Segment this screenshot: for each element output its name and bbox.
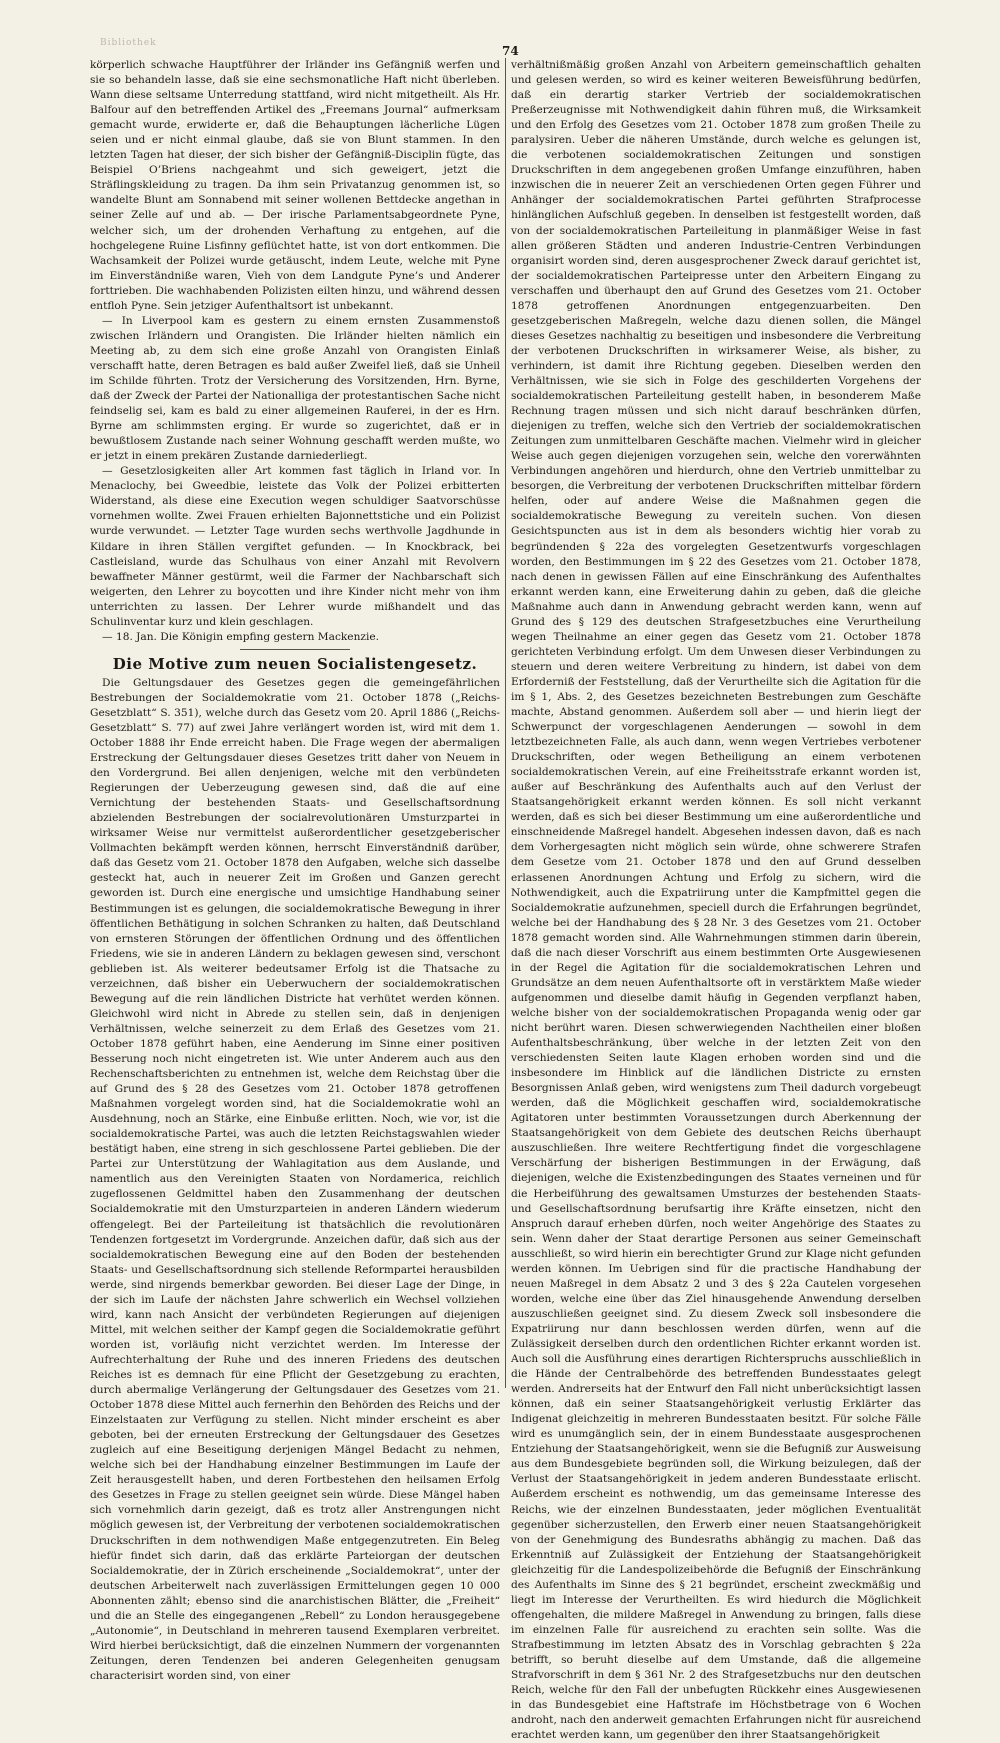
article-paragraph: Die Geltungsdauer des Gesetzes gegen die gemeingefährlichen Bestrebungen der Socialdemokratie vom 21. October 1878 („Reichs-Gesetzblatt“ S. 351), welche durch das Gesetz vom 20. April 1886 („Reichs-Gesetzblatt“ S. 77) auf zwei Jahre verlängert worden ist, wird mit dem 1. October 1888 ihr Ende erreicht haben. Die Frage wegen der abermaligen Erstreckung der Geltungsdauer dieses Gesetzes tritt daher von Neuem in den Vordergrund. Bei allen denjenigen, welche mit den verbündeten Regierungen der Ueberzeugung gewesen sind, daß die auf eine Vernichtung der bestehenden Staats- und Gesellschaftsordnung abzielenden Bestrebungen der socialrevolutionären Umsturzpartei in wirksamer Weise nur vermittelst außerordentlicher gesetzgeberischer Vollmachten bekämpft werden können, herrscht Einverständniß darüber, daß das Gesetz vom 21. October 1878 den Aufgaben, welche sich dasselbe gesteckt hat, auch in neuerer Zeit im Großen und Ganzen gerecht geworden ist. Durch eine energische und umsichtige Handhabung seiner Bestimmungen ist es gelungen, die socialdemokratische Bewegung in ihrer öffentlichen Bethätigung in solchen Schranken zu halten, daß Deutschland von ernsteren Störungen der öffentlichen Ordnung und des öffentlichen Friedens, wie sie in anderen Ländern zu beklagen gewesen sind, verschont geblieben ist. Als weiterer bedeutsamer Erfolg ist die Thatsache zu verzeichnen, daß bisher ein Ueberwuchern der socialdemokratischen Bewegung auf die rein ländlichen Districte hat verhütet werden können. Gleichwohl wird nicht in Abrede zu stellen sein, daß in denjenigen Verhältnissen, welche seinerzeit zu dem Erlaß des Gesetzes vom 21. October 1878 geführt haben, eine Aenderung im Sinne einer positiven Besserung noch nicht eingetreten ist. Wie unter Anderem auch aus den Rechenschaftsberichten zu entnehmen ist, welche dem Reichstag über die auf Grund des § 28 des Gesetzes vom 21. October 1878 getroffenen Maßnahmen vorgelegt worden sind, hat die Socialdemokratie wohl an Ausdehnung, noch an Stärke, eine Einbuße erlitten. Noch, wie vor, ist die socialdemokratische Partei, was auch die letzten Reichstagswahlen wieder bestätigt haben, eine streng in sich geschlossene Partei geblieben. Die der Partei zur Unterstützung der Wahlagitation aus dem Auslande, und namentlich aus den Vereinigten Staaten von Nordamerica, reichlich zugeflossenen Geldmittel haben den Zusammenhang der deutschen Socialdemokratie mit den Umsturzparteien in anderen Ländern wiederum offengelegt. Bei der Parteileitung ist thatsächlich die revolutionären Tendenzen fortgesetzt im Vordergrunde. Anzeichen dafür, daß sich aus der socialdemokratischen Bewegung eine auf den Boden der bestehenden Staats- und Gesellschaftsordnung sich stellende Reformpartei herausbilden werde, sind nirgends bemerkbar geworden. Bei dieser Lage der Dinge, in der sich im Laufe der nächsten Jahre schwerlich ein Wechsel vollziehen wird, kann nach Ansicht der verbündeten Regierungen auf diejenigen Mittel, mit welchen seither der Kampf gegen die Socialdemokratie geführt worden ist, vorläufig nicht verzichtet werden. Im Interesse der Aufrechterhaltung der Ruhe und des inneren Friedens des deutschen Reiches ist es demnach für eine Pflicht der Gesetzgebung zu erachten, durch abermalige Verlängerung der Geltungsdauer des Gesetzes vom 21. October 1878 diese Mittel auch fernerhin den Behörden des Reichs und der Einzelstaaten zur Verfügung zu stellen. Nicht minder erscheint es aber geboten, bei der erneuten Erstreckung der Geltungsdauer des Gesetzes zugleich auf eine Beseitigung derjenigen Mängel Bedacht zu nehmen, welche sich bei der Handhabung einzelner Bestimmungen im Laufe der Zeit herausgestellt haben, und deren Fortbestehen den heilsamen Erfolg des Gesetzes in Frage zu stellen geeignet sein würde. Diese Mängel haben sich vornehmlich darin gezeigt, daß es trotz aller Anstrengungen nicht möglich gewesen ist, der Verbreitung der verbotenen socialdemokratischen Druckschriften in dem nothwendigen Maße entgegenzutreten. Ein Beleg hiefür findet sich darin, daß das erklärte Parteiorgan der deutschen Socialdemokratie, der in Zürich erscheinende „Socialdemokrat“, unter der deutschen Arbeiterwelt nach zuverlässigen Ermittelungen gegen 10 000 Abonnenten zählt; ebenso sind die anarchistischen Blätter, die „Freiheit“ und die an Stelle des eingegangenen „Rebell“ zu London herausgegebene „Autonomie“, in Deutschland in mehreren tausend Exemplaren verbreitet. Wird hierbei berücksichtigt, daß die einzelnen Nummern der vorgenannten Zeitungen, deren Tendenzen bei anderen Gelegenheiten genugsam characterisirt worden sind, von einer [90, 676, 500, 1682]
page-number: 74 [502, 44, 519, 58]
article-paragraph: verhältnißmäßig großen Anzahl von Arbeitern gemeinschaftlich gehalten und gelesen werden, so wird es keiner weiteren Beweisführung bedürfen, daß ein derartig starker Vertrieb der socialdemokratischen Preßerzeugnisse mit Nothwendigkeit dahin führen muß, die Wirksamkeit und den Erfolg des Gesetzes vom 21. October 1878 zum großen Theile zu paralysiren. Ueber die näheren Umstände, durch welche es gelungen ist, die verbotenen socialdemokratischen Zeitungen und sonstigen Druckschriften in dem angegebenen großen Umfange einzuführen, haben inzwischen die in neuerer Zeit an verschiedenen Orten gegen Führer und Anhänger der socialdemokratischen Partei geführten Strafprocesse hinlänglichen Aufschluß gegeben. In denselben ist festgestellt worden, daß von der socialdemokratischen Parteileitung in planmäßiger Weise in fast allen größeren Städten und anderen Industrie-Centren Verbindungen organisirt worden sind, deren ausgesprochener Zweck darauf gerichtet ist, der socialdemokratischen Parteipresse unter den Arbeitern Eingang zu verschaffen und überhaupt den auf Grund des Gesetzes vom 21. October 1878 getroffenen Anordnungen entgegenzuarbeiten. Den gesetzgeberischen Maßregeln, welche dazu dienen sollen, die Mängel dieses Gesetzes nachhaltig zu beseitigen und insbesondere die Verbreitung der verbotenen Druckschriften in wirksamerer Weise, als bisher, zu verhindern, ist damit ihre Richtung gegeben. Dieselben werden den Verhältnissen, wie sie sich in Folge des geschilderten Vorgehens der socialdemokratischen Parteileitung gestellt haben, in besonderem Maße Rechnung tragen müssen und sich nicht darauf beschränken dürfen, diejenigen zu treffen, welche sich den Vertrieb der socialdemokratischen Zeitungen zum unmittelbaren Geschäfte machen. Vielmehr wird in gleicher Weise auch gegen diejenigen vorzugehen sein, welche den vorerwähnten Verbindungen angehören und hierdurch, ohne den Vertrieb unmittelbar zu besorgen, die Verbreitung der verbotenen Druckschriften mittelbar fördern helfen, oder auf andere Weise die Maßnahmen gegen die socialdemokratische Bewegung zu vereiteln suchen. Von diesen Gesichtspuncten aus ist in dem als besonders wichtig hier vorab zu begründenden § 22a des vorgelegten Gesetzentwurfs vorgeschlagen worden, den Bestimmungen im § 22 des Gesetzes vom 21. October 1878, nach denen in gewissen Fällen auf eine Einschränkung des Aufenthaltes erkannt werden kann, eine Erweiterung dahin zu geben, daß die gleiche Maßnahme auch dann in Anwendung gebracht werden kann, wenn auf Grund des § 129 des deutschen Strafgesetzbuches eine Verurtheilung wegen Theilnahme an einer gegen das Gesetz vom 21. October 1878 gerichteten Verbindung erfolgt. Um dem Unwesen dieser Verbindungen zu steuern und deren weitere Verbreitung zu hindern, ist dabei von dem Erforderniß der Feststellung, daß der Verurtheilte sich die Agitation für die im § 1, Abs. 2, des Gesetzes bezeichneten Bestrebungen zum Geschäfte machte, Abstand genommen. Außerdem soll aber — und hierin liegt der Schwerpunct der vorgeschlagenen Aenderungen — sowohl in dem letztbezeichneten Falle, als auch dann, wenn wegen Vertriebes verbotener Druckschriften, oder wegen Betheiligung an einem verbotenen socialdemokratischen Verein, auf eine Freiheitsstrafe erkannt worden ist, außer auf Beschränkung des Aufenthalts auch auf den Verlust der Staatsangehörigkeit erkannt werden können. Es soll nicht verkannt werden, daß es sich bei dieser Bestimmung um eine außerordentliche und einschneidende Maßregel handelt. Abgesehen indessen davon, daß es nach dem Vorhergesagten nicht möglich sein würde, ohne schwerere Strafen dem Gesetze vom 21. October 1878 und den auf Grund desselben erlassenen Anordnungen Achtung und Erfolg zu sichern, wird die Nothwendigkeit, auch die Expatriirung unter die Kampfmittel gegen die Socialdemokratie aufzunehmen, speciell durch die Erfahrungen begründet, welche bei der Handhabung des § 28 Nr. 3 des Gesetzes vom 21. October 1878 gemacht worden sind. Alle Wahrnehmungen stimmen darin überein, daß die nach dieser Vorschrift aus einem bestimmten Orte Ausgewiesenen in der Regel die Agitation für die socialdemokratischen Lehren und Grundsätze an dem neuen Aufenthaltsorte oft in verstärktem Maße wieder aufgenommen und dieselbe damit häufig in Gegenden verpflanzt haben, welche bisher von der socialdemokratischen Propaganda wenig oder gar nicht berührt waren. Diesen schwerwiegenden Nachtheilen einer bloßen Aufenthaltsbeschränkung, über welche in der letzten Zeit von den verschiedensten Seiten laute Klagen erhoben worden sind und die insbesondere im Hinblick auf die ländlichen Districte zu ernsten Besorgnissen Anlaß geben, wird wenigstens zum Theil dadurch vorgebeugt werden, daß die Möglichkeit geschaffen wird, socialdemokratische Agitatoren unter bestimmten Voraussetzungen durch Aberkennung der Staatsangehörigkeit von dem Gebiete des deutschen Reichs überhaupt auszuschließen. Ihre weitere Rechtfertigung findet die vorgeschlagene Verschärfung der bisherigen Bestimmungen in der Erwägung, daß diejenigen, welche die Existenzbedingungen des Staates verneinen und für die Herbeiführung des gewaltsamen Umsturzes der bestehenden Staats- und Gesellschaftsordnung berufsartig ihre Kräfte einsetzen, nicht den Anspruch darauf erheben dürfen, noch weiter Angehörige des Staates zu sein. Wenn daher der Staat derartige Personen aus seiner Gemeinschaft ausschließt, so wird hierin ein berechtigter Grund zur Klage nicht gefunden werden können. Im Uebrigen sind für die practische Handhabung der neuen Maßregel in dem Absatz 2 und 3 des § 22a Cautelen vorgesehen worden, welche eine über das Ziel hinausgehende Anwendung derselben auszuschließen geeignet sind. Zu diesem Zweck soll insbesondere die Expatriirung nur dann beschlossen werden dürfen, wenn auf die Zulässigkeit derselben durch den ordentlichen Richter erkannt worden ist. Auch soll die Ausführung eines derartigen Richterspruchs ausschließlich in die Hände der Centralbehörde des betreffenden Bundesstaates gelegt werden. Andrerseits hat der Entwurf den Fall nicht unberücksichtigt lassen können, daß ein seiner Staatsangehörigkeit verlustig Erklärter das Indigenat gleichzeitig in mehreren Bundesstaaten besitzt. Für solche Fälle wird es unumgänglich sein, der in einem Bundesstaate ausgesprochenen Entziehung der Staatsangehörigkeit, wenn sie die Befugniß zur Ausweisung aus dem Bundesgebiete begründen soll, die Wirkung beizulegen, daß der Verlust der Staatsangehörigkeit in jedem anderen Bundesstaate erlischt. Außerdem erscheint es nothwendig, um das gemeinsame Interesse des Reichs, wie der einzelnen Bundesstaaten, jeder möglichen Eventualität gegenüber sicherzustellen, den Erwerb einer neuen Staatsangehörigkeit von der Genehmigung des Bundesraths abhängig zu machen. Daß das Erkenntniß auf Zulässigkeit der Entziehung der Staatsangehörigkeit gleichzeitig für die Landespolizeibehörde die Befugniß der Einschränkung des Aufenthalts im Sinne des § 21 begründet, erscheint zweckmäßig und liegt im Interesse der Verurtheilten. Es wird hiedurch die Möglichkeit offengehalten, die mildere Maßregel in Anwendung zu bringen, falls diese im einzelnen Falle für ausreichend zu erachten sein sollte. Was die Strafbestimmung im letzten Absatz des in Vorschlag gebrachten § 22a betrifft, so beruht dieselbe auf dem Umstande, daß die allgemeine Strafvorschrift in dem § 361 Nr. 2 des Strafgesetzbuchs nur den deutschen Reich, welche für den Fall der unbefugten Rückkehr eines Ausgewiesenen in das Bundesgebiet eine Haftstrafe im Höchstbetrage von 6 Wochen androht, nach den anderweit gemachten Erfahrungen nicht für ausreichend erachtet werden kann, um gegenüber den ihrer Staatsangehörigkeit [511, 59, 921, 1742]
left-column [90, 58, 500, 1682]
article-paragraph: — 18. Jan. Die Königin empfing gestern Mackenzie. [102, 630, 380, 643]
article-paragraph: — Gesetzlosigkeiten aller Art kommen fast täglich in Irland vor. In Menaclochy, bei Gweedbie, leistete das Volk der Polizei erbitterten Widerstand, als diese eine Execution wegen schuldiger Saatvorschüsse vornehmen wollte. Zwei Frauen erhielten Bajonnettstiche und ein Polizist wurde verwundet. — Letzter Tage wurden sechs werthvolle Jagdhunde in Kildare in ihren Ställen vergiftet gefunden. — In Knockbrack, bei Castleisland, wurde das Schulhaus von einer Anzahl mit Revolvern bewaffneter Männer gestürmt, weil die Farmer der Nachbarschaft sich weigerten, den Lehrer zu boycotten und ihre Kinder nicht mehr von ihm unterrichten zu lassen. Der Lehrer wurde mißhandelt und das Schulinventar kurz und klein geschlagen. [90, 465, 500, 628]
article-paragraph: körperlich schwache Hauptführer der Irländer ins Gefängniß werfen und sie so behandeln lasse, daß sie eine sechsmonatliche Haft nicht überleben. Wann diese seltsame Unterredung stattfand, wird nicht mitgetheilt. Als Hr. Balfour auf den betreffenden Artikel des „Freemans Journal“ aufmerksam gemacht wurde, erwiderte er, daß die Behauptungen lächerliche Lügen seien und er nicht einmal glaube, daß sie von Blunt stammen. In den letzten Tagen hat dieser, der sich bisher der Gefängniß-Disciplin fügte, das Beispiel O’Briens nachgeahmt und sich geweigert, jetzt die Sträflingskleidung zu tragen. Da ihm sein Privatanzug genommen ist, so wandelte Blunt am Sonnabend mit seiner wollenen Bettdecke angethan in seiner Zelle auf und ab. — Der irische Parlamentsabgeordnete Pyne, welcher sich, um der drohenden Verhaftung zu entgehen, auf die hochgelegene Ruine Lisfinny geflüchtet hatte, ist von dort entkommen. Die Wachsamkeit der Polizei wurde getäuscht, indem Leute, welche mit Pyne im Einverständniße waren, Vieh von dem Landgute Pyne’s und Anderer forttrieben. Die wachhabenden Polizisten eilten hinzu, und während dessen entfloh Pyne. Sein jetziger Aufenthaltsort ist unbekannt. [90, 59, 500, 312]
right-column [511, 58, 921, 1742]
library-stamp: Bibliothek [100, 38, 157, 48]
article-paragraph: — In Liverpool kam es gestern zu einem ernsten Zusammenstoß zwischen Irländern und Orangisten. Die Irländer hielten nämlich ein Meeting ab, zu dem sich eine große Anzahl von Orangisten Einlaß verschafft hatte, deren Betragen es bald außer Zweifel ließ, daß sie Unheil im Schilde führten. Trotz der Versicherung des Vorsitzenden, Hrn. Byrne, daß der Zweck der Partei der Nationalliga der protestantischen Sache nicht feindselig sei, kam es bald zu einer allgemeinen Rauferei, in der es Hrn. Byrne am schlimmsten erging. Er wurde so zugerichtet, daß er in bewußtlosem Zustande nach seiner Wohnung geschafft werden mußte, wo er jetzt in einem prekären Zustande darniederliegt. [90, 314, 500, 463]
section-divider [240, 649, 350, 650]
section-heading: Die Motive zum neuen Socialistengesetz. [112, 654, 478, 673]
column-divider [505, 58, 506, 1388]
